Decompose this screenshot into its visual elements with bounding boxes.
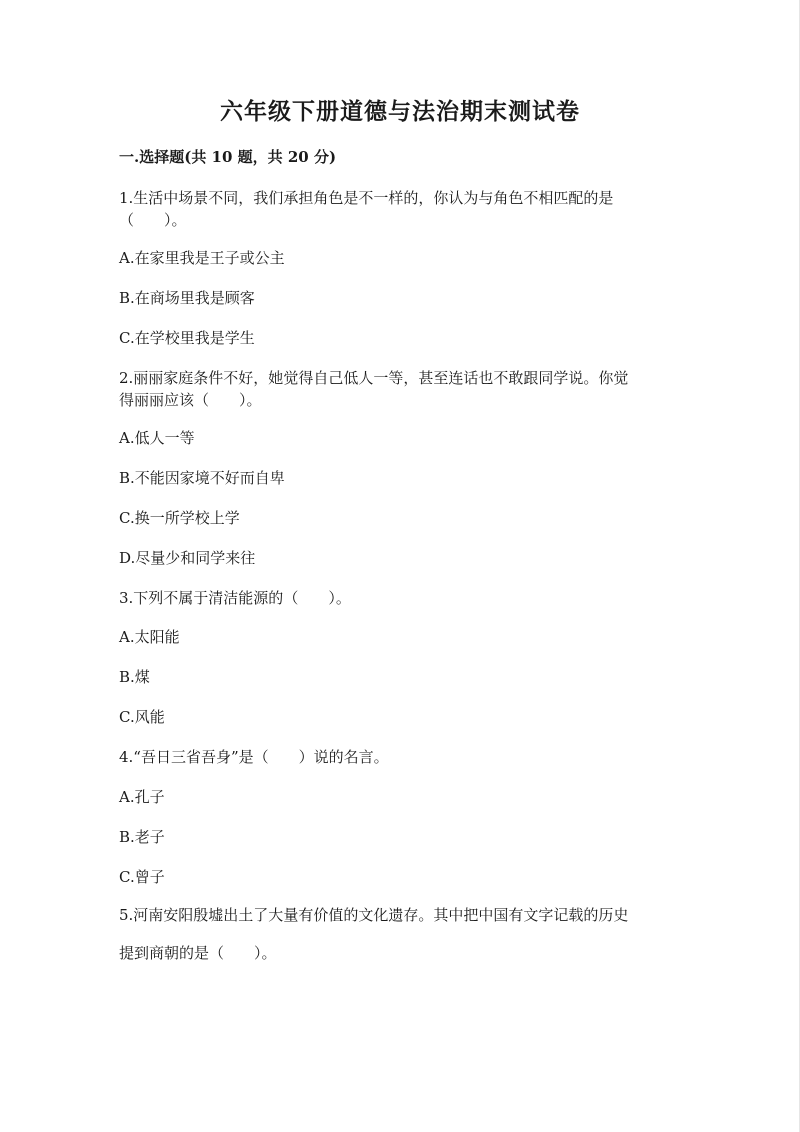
question-3-option-b: B.煤	[119, 668, 150, 686]
question-4-option-b: B.老子	[119, 828, 165, 846]
page-title: 六年级下册道德与法治期末测试卷	[220, 98, 580, 125]
question-3-stem: 3.下列不属于清洁能源的（ ）。	[119, 589, 351, 607]
section-heading: 一.选择题(共 10 题，共 20 分)	[119, 148, 337, 166]
question-1-stem-line-2: （ ）。	[119, 211, 187, 229]
question-1-option-c: C.在学校里我是学生	[119, 329, 255, 347]
question-5-stem-line-1: 5.河南安阳殷墟出土了大量有价值的文化遗存。其中把中国有文字记载的历史	[119, 906, 629, 924]
question-2-stem-line-1: 2.丽丽家庭条件不好，她觉得自己低人一等，甚至连话也不敢跟同学说。你觉	[119, 369, 629, 387]
question-2-option-a: A.低人一等	[119, 429, 195, 447]
question-4-option-c: C.曾子	[119, 868, 165, 886]
question-3-option-a: A.太阳能	[119, 628, 180, 646]
question-4-option-a: A.孔子	[119, 788, 165, 806]
question-2-stem-line-2: 得丽丽应该（ ）。	[119, 391, 262, 409]
question-1-option-a: A.在家里我是王子或公主	[119, 249, 285, 267]
question-2-option-b: B.不能因家境不好而自卑	[119, 469, 285, 487]
question-1-option-b: B.在商场里我是顾客	[119, 289, 255, 307]
question-3-option-c: C.风能	[119, 708, 165, 726]
question-2-option-c: C.换一所学校上学	[119, 509, 240, 527]
question-5-stem-line-2: 提到商朝的是（ ）。	[119, 944, 277, 962]
question-4-stem: 4.“吾日三省吾身”是（ ）说的名言。	[119, 748, 389, 766]
question-2-option-d: D.尽量少和同学来往	[119, 549, 256, 567]
question-1-stem-line-1: 1.生活中场景不同，我们承担角色是不一样的，你认为与角色不相匹配的是	[119, 189, 614, 207]
